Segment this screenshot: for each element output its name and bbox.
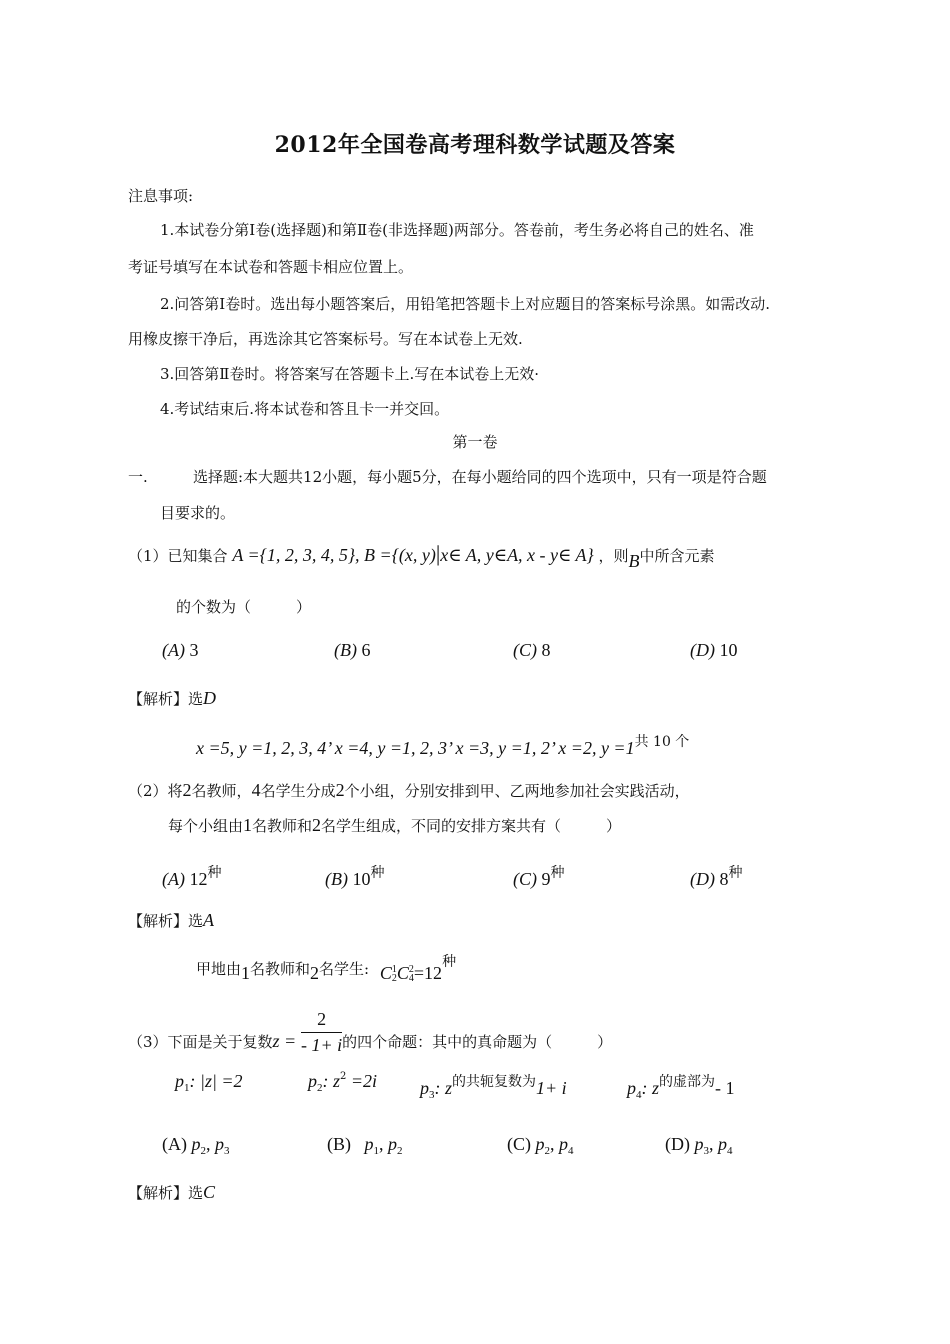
q2-num-2: 4 [251, 780, 261, 800]
q1-set-a: A ={1, 2, 3, 4, 5} [232, 545, 356, 565]
q1-work-formula: x =5, y =1, 2, 3, 4’ x =4, y =1, 2, 3’ x =3, y =1, 2’ x =2, y =1 [196, 738, 635, 758]
q3-p2: $p_2$: $z^2 =2i$ [308, 1071, 378, 1094]
q2-answer: A [203, 910, 215, 930]
q3-option-d: (D) $p_3$, $p_4$ [665, 1134, 733, 1157]
q2-num-5: 2 [312, 815, 322, 835]
q1-analysis [128, 688, 216, 709]
question-3 [128, 1005, 613, 1055]
q1-set-b-post: x∈ A, y∈A, x - y∈ A} [440, 545, 594, 565]
q2-formula: =12 [413, 963, 443, 983]
q1-option-b: (B) 6 [334, 640, 371, 660]
q2-text-e: 每个小组由 [168, 817, 244, 835]
q2-formula-tail: 种 [442, 954, 457, 970]
q2-combination: C1 2C2 4 [379, 963, 414, 984]
q2-text-d: 个小组，分别安排到甲、乙两地参加社会实践活动， [344, 782, 690, 800]
notice-1: 1.本试卷分第Ⅰ卷(选择题)和第Ⅱ卷(非选择题)两部分。答卷前，考生务必将自己的姓名、准 [160, 221, 754, 239]
notice-2: 2.问答第Ⅰ卷时。选出每小题答案后，用铅笔把答题卡上对应题目的答案标号涂黑。如需改动. [160, 295, 771, 313]
notice-1-cont: 考证号填写在本试卷和答题卡相应位置上。 [128, 258, 414, 276]
q2-option-c: (C) $9^种$ [513, 865, 565, 889]
q3-tail: 的四个命题：其中的真命题为（ ） [342, 1032, 613, 1051]
q2-work-num-1: 1 [241, 963, 251, 983]
q2-line2 [168, 815, 621, 836]
q1-line2: 的个数为（ ） [176, 598, 312, 616]
q3-option-c: (C) $p_2$, $p_4$ [507, 1134, 574, 1157]
q2-text-c: 名学生分成 [260, 782, 336, 800]
q2-num-3: 2 [335, 780, 345, 800]
q3-answer: C [203, 1182, 216, 1202]
q1-set-b-pre: , B ={(x, y) [355, 545, 436, 565]
part-intro-line1: 选择题:本大题共12小题，每小题5分，在每小题给同的四个选项中，只有一项是符合题 [193, 468, 767, 486]
q2-analysis [128, 910, 214, 931]
question-2 [128, 780, 690, 801]
q3-analysis [128, 1182, 215, 1203]
q1-after: ，则 [598, 547, 629, 565]
q3-numerator: 2 [301, 1009, 342, 1033]
q2-text-g: 名学生组成，不同的安排方案共有（ ） [321, 817, 622, 835]
q2-work-num-2: 2 [310, 963, 320, 983]
part-number: 一. [128, 468, 148, 486]
q3-analysis-label: 【解析】选 [128, 1184, 204, 1202]
q1-answer: D [203, 688, 217, 708]
notice-2-cont: 用橡皮擦干净后，再选涂其它答案标号。写在本试卷上无效. [128, 330, 523, 348]
q2-analysis-label: 【解析】选 [128, 912, 204, 930]
q1-work [196, 731, 689, 759]
question-1 [128, 541, 715, 571]
q2-text-b: 名教师， [191, 782, 252, 800]
q3-p1: $p_1$: |z| =2 [175, 1071, 243, 1094]
q3-option-a: (A) $p_2$, $p_3$ [162, 1134, 230, 1157]
q3-option-b: (B) $p_1$, $p_2$ [327, 1134, 403, 1157]
part-intro-line2: 目要求的。 [160, 504, 236, 522]
q2-option-a: (A) $12^种$ [162, 865, 222, 889]
q1-option-c: (C) 8 [513, 640, 551, 660]
q1-work-tail: 共 10 个 [634, 734, 690, 750]
notice-3: 3.回答第Ⅱ卷时。将答案写在答题卡上.写在本试卷上无效· [160, 365, 540, 383]
q2-num-1: 2 [182, 780, 192, 800]
q3-p4: $p_4$: z的虚部为- 1 [627, 1074, 735, 1101]
q1-option-d: (D) 10 [690, 640, 738, 660]
q1-option-a: (A) 3 [162, 640, 199, 660]
q2-option-d: (D) $8^种$ [690, 865, 743, 889]
section-title: 第一卷 [452, 433, 498, 451]
q2-num-4: 1 [243, 815, 253, 835]
q3-p3: $p_3$: z的共轭复数为1+ i [420, 1074, 567, 1101]
page-title: 2012年全国卷高考理科数学试题及答案 [274, 132, 676, 158]
q2-text-a: （2）将 [128, 782, 183, 800]
q1-bar: | [435, 541, 441, 566]
notice-4: 4.考试结束后.将本试卷和答且卡一并交回。 [160, 400, 450, 418]
q3-prefix: （3）下面是关于复数 [128, 1032, 273, 1051]
q2-work-c: 名学生: [319, 960, 370, 978]
q2-option-b: (B) $10^种$ [325, 865, 385, 889]
notice-heading: 注息事项: [128, 187, 194, 205]
q1-prefix: （1）已知集合 [128, 547, 228, 565]
q2-work [196, 951, 457, 984]
q1-analysis-label: 【解析】选 [128, 690, 204, 708]
q2-text-f: 名教师和 [252, 817, 313, 835]
q2-work-a: 甲地由 [196, 960, 242, 978]
q3-denominator: - 1+ i [300, 1035, 343, 1055]
q1-b: B [628, 551, 640, 571]
q2-work-b: 名教师和 [250, 960, 311, 978]
q3-fraction [301, 1009, 342, 1056]
q3-z: z = [272, 1030, 297, 1051]
q1-tail: 中所含元素 [639, 547, 715, 565]
